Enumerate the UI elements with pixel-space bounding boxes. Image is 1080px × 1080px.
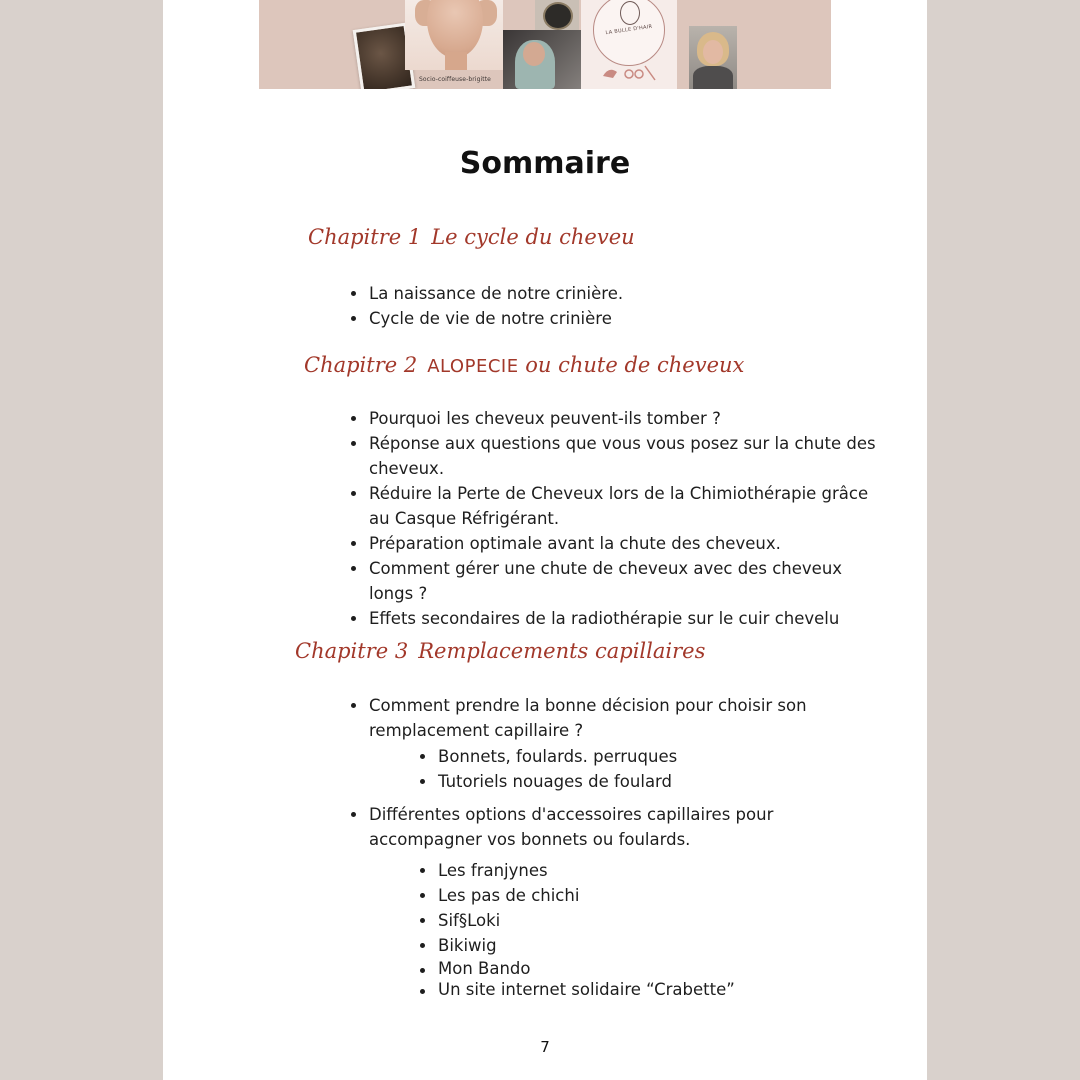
list-item: La naissance de notre crinière. bbox=[369, 281, 889, 306]
chapter-3-title: Remplacements capillaires bbox=[418, 639, 706, 663]
salon-logo bbox=[581, 0, 677, 89]
brigitte-portrait bbox=[689, 26, 737, 89]
list-item: Bikiwig bbox=[438, 933, 878, 958]
collage-caption: Socio-coiffeuse-brigitte bbox=[419, 76, 491, 83]
bald-woman-photo bbox=[405, 0, 503, 70]
woman-scarf-photo bbox=[503, 30, 591, 89]
chapter-1-number: Chapitre 1 bbox=[308, 225, 422, 249]
chapter-3-sublist-b bbox=[438, 858, 878, 1000]
list-item: Différentes options d'accessoires capillaires pour accompagner vos bonnets ou foulards. bbox=[369, 802, 809, 852]
list-item: Mon Bando bbox=[438, 958, 878, 979]
page-title: Sommaire bbox=[459, 146, 631, 181]
hairdresser-tools-icon bbox=[599, 62, 659, 82]
list-item: Préparation optimale avant la chute des cheveux. bbox=[369, 531, 889, 556]
list-item: Comment gérer une chute de cheveux avec des cheveux longs ? bbox=[369, 556, 889, 606]
page-number: 7 bbox=[540, 1038, 550, 1056]
bowl-photo bbox=[535, 0, 579, 30]
list-item: Pourquoi les cheveux peuvent-ils tomber ? bbox=[369, 406, 889, 431]
header-collage bbox=[259, 0, 831, 89]
list-item: Bonnets, foulards. perruques bbox=[438, 744, 878, 769]
chapter-1-title: Le cycle du cheveu bbox=[431, 225, 635, 249]
document-page bbox=[163, 0, 927, 1080]
list-item: Réduire la Perte de Cheveux lors de la Chimiothérapie grâce au Casque Réfrigérant. bbox=[369, 481, 889, 531]
list-item: Réponse aux questions que vous vous posez sur la chute des cheveux. bbox=[369, 431, 889, 481]
list-item: Cycle de vie de notre crinière bbox=[369, 306, 889, 331]
chapter-3-list-a bbox=[369, 693, 809, 743]
list-item: Comment prendre la bonne décision pour choisir son remplacement capillaire ? bbox=[369, 693, 809, 743]
list-item: Effets secondaires de la radiothérapie sur le cuir chevelu bbox=[369, 606, 889, 631]
list-item: Sif§Loki bbox=[438, 908, 878, 933]
logo-text: LA BULLE D'HAIR bbox=[605, 23, 653, 37]
chapter-3-number: Chapitre 3 bbox=[295, 639, 409, 663]
chapter-1-list bbox=[369, 281, 889, 331]
list-item: Un site internet solidaire “Crabette” bbox=[438, 979, 878, 1000]
chapter-3-list-b bbox=[369, 802, 809, 852]
chapter-2-heading bbox=[304, 353, 744, 377]
list-item: Les pas de chichi bbox=[438, 883, 878, 908]
chapter-2-number: Chapitre 2 bbox=[304, 353, 418, 377]
chapter-3-heading bbox=[295, 639, 705, 663]
chapter-2-title-caps: ALOPECIE bbox=[427, 356, 519, 377]
chapter-1-heading bbox=[308, 225, 635, 249]
chapter-2-title: ou chute de cheveux bbox=[525, 353, 745, 377]
chapter-2-list bbox=[369, 406, 889, 631]
list-item: Les franjynes bbox=[438, 858, 878, 883]
list-item: Tutoriels nouages de foulard bbox=[438, 769, 878, 794]
chapter-3-sublist-a bbox=[438, 744, 878, 794]
